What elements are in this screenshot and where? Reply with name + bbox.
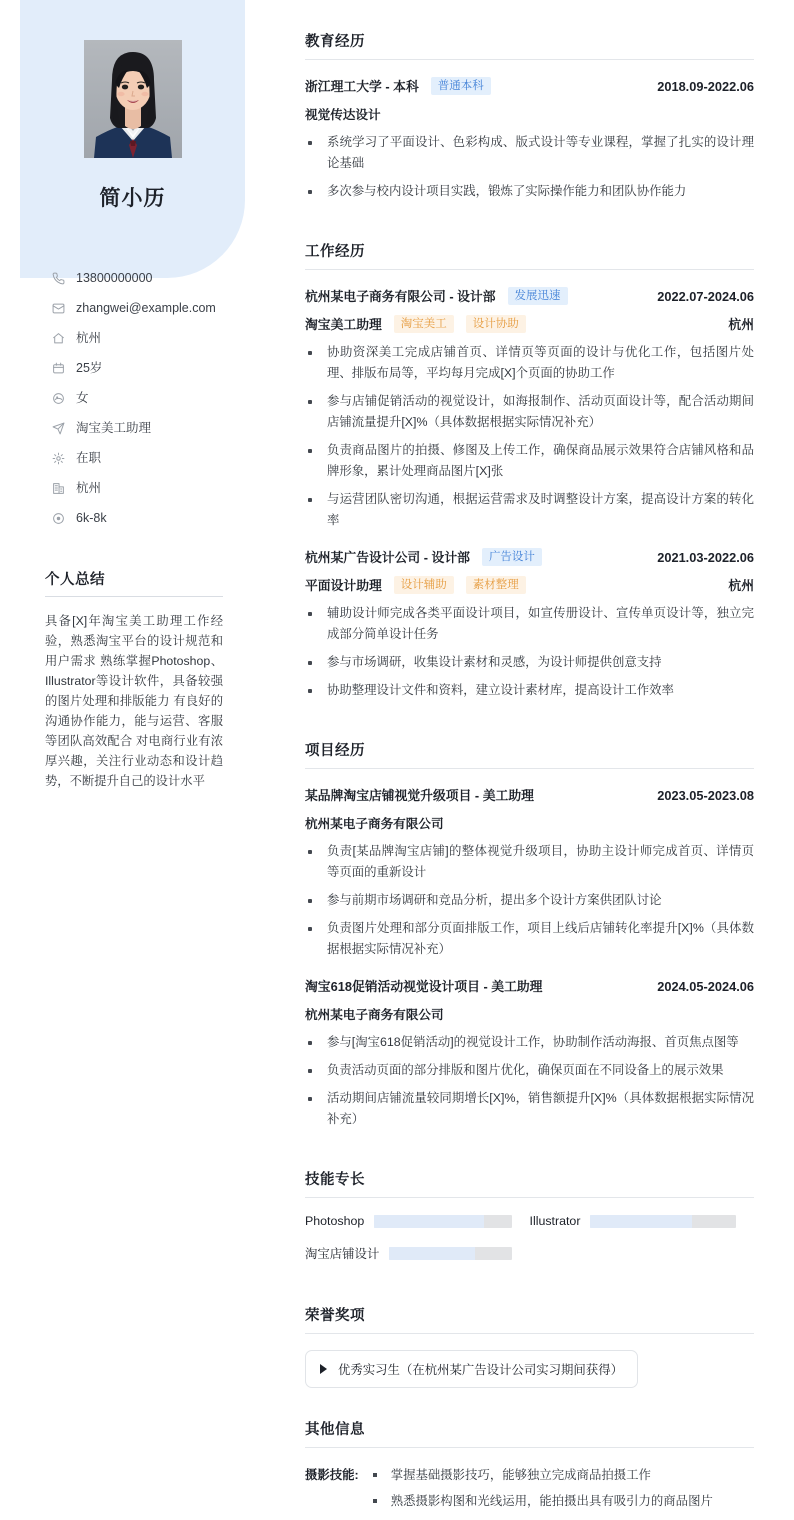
person-name: 简小历	[99, 187, 166, 210]
contact-value-gender: 女	[76, 391, 89, 405]
contact-value-work-city: 杭州	[76, 481, 102, 495]
section-honors	[305, 1304, 754, 1392]
work-heading: 工作经历	[305, 240, 754, 270]
spacer	[305, 218, 754, 240]
work-entry	[305, 547, 754, 701]
gender-icon	[50, 390, 66, 406]
project-title: 某品牌淘宝店铺视觉升级项目 - 美工助理	[305, 788, 534, 803]
education-bullets	[305, 132, 754, 202]
list-item: 参与前期市场调研和竞品分析，提出多个设计方案供团队讨论	[305, 890, 754, 911]
list-item: 与运营团队密切沟通，根据运营需求及时调整设计方案，提高设计方案的转化率	[305, 489, 754, 531]
list-item: 负责商品图片的拍摄、修图及上传工作，确保商品展示效果符合店铺风格和品牌形象，累计处理商品图片[X]张	[305, 440, 754, 482]
spacer	[305, 717, 754, 739]
contact-value-position: 淘宝美工助理	[76, 421, 152, 435]
work-company-tag: 发展迅速	[508, 287, 568, 305]
contact-item-age	[50, 360, 285, 376]
work-entry-left	[305, 547, 542, 566]
honor-text: 优秀实习生（在杭州某广告设计公司实习期间获得）	[338, 1363, 623, 1377]
skills-heading: 技能专长	[305, 1168, 754, 1198]
contact-item-work-city	[50, 480, 285, 496]
contact-list	[0, 270, 285, 526]
section-work	[305, 240, 754, 701]
list-item: 参与市场调研，收集设计素材和灵感，为设计师提供创意支持	[305, 652, 754, 673]
work-bullets	[305, 342, 754, 531]
paper-plane-icon	[50, 420, 66, 436]
work-place: 杭州	[728, 317, 754, 332]
triangle-right-icon	[320, 1364, 327, 1374]
skill-progress-fill	[389, 1247, 475, 1260]
project-entry-left	[305, 976, 542, 995]
project-entry	[305, 785, 754, 960]
contact-item-salary	[50, 510, 285, 526]
contact-value-location: 杭州	[76, 331, 102, 345]
project-company: 杭州某电子商务有限公司	[305, 817, 444, 831]
contact-value-salary: 6k-8k	[76, 511, 107, 525]
list-item: 协助资深美工完成店铺首页、详情页等页面的设计与优化工作，包括图片处理、排版布局等，平均每月完成[X]个页面的协助工作	[305, 342, 754, 384]
summary-heading: 个人总结	[45, 568, 223, 597]
section-education	[305, 30, 754, 202]
contact-item-position	[50, 420, 285, 436]
list-item: 负责活动页面的部分排版和图片优化，确保页面在不同设备上的展示效果	[305, 1060, 754, 1081]
summary-section	[0, 568, 223, 791]
work-role-row	[305, 575, 754, 594]
project-title: 淘宝618促销活动视觉设计项目 - 美工助理	[305, 979, 543, 994]
work-company-tag: 广告设计	[482, 548, 542, 566]
avatar-wrapper	[0, 0, 265, 158]
list-item: 负责图片处理和部分页面排版工作，项目上线后店铺转化率提升[X]%（具体数据根据实际情况补充）	[305, 918, 754, 960]
section-projects	[305, 739, 754, 1130]
project-entry-header	[305, 976, 754, 995]
education-school: 浙江理工大学 - 本科	[305, 79, 419, 94]
skill-label: Illustrator	[529, 1214, 581, 1228]
spacer	[305, 1146, 754, 1168]
work-role-tag-2: 素材整理	[466, 576, 526, 594]
contact-item-status	[50, 450, 285, 466]
spacer	[305, 1396, 754, 1418]
education-major: 视觉传达设计	[305, 108, 381, 122]
project-date: 2024.05-2024.06	[657, 979, 754, 994]
project-bullets	[305, 841, 754, 960]
list-item: 系统学习了平面设计、色彩构成、版式设计等专业课程，掌握了扎实的设计理论基础	[305, 132, 754, 174]
work-entry	[305, 286, 754, 531]
contact-value-email: zhangwei@example.com	[76, 301, 216, 315]
education-tag: 普通本科	[431, 77, 491, 95]
contact-value-age: 25岁	[76, 361, 103, 375]
section-other	[305, 1418, 754, 1516]
skill-progress-bar	[590, 1215, 736, 1228]
contact-value-status: 在职	[76, 451, 102, 465]
honors-heading: 荣誉奖项	[305, 1304, 754, 1334]
projects-heading: 项目经历	[305, 739, 754, 769]
work-company: 杭州某广告设计公司 - 设计部	[305, 550, 470, 565]
sidebar	[0, 0, 285, 1342]
contact-item-email	[50, 300, 285, 316]
work-role-row	[305, 314, 754, 333]
work-role-tag-2: 设计协助	[466, 315, 526, 333]
work-role-left	[305, 314, 526, 333]
id-card-icon	[50, 360, 66, 376]
work-role: 平面设计助理	[305, 578, 382, 593]
work-role-left	[305, 575, 526, 594]
skill-item	[305, 1244, 530, 1262]
other-group-list	[369, 1464, 754, 1516]
contact-item-phone	[50, 270, 285, 286]
gear-icon	[50, 450, 66, 466]
other-heading: 其他信息	[305, 1418, 754, 1448]
portrait-photo-icon	[84, 40, 182, 158]
envelope-icon	[50, 300, 66, 316]
work-date: 2021.03-2022.06	[657, 550, 754, 565]
list-item: 辅助设计师完成各类平面设计项目，如宣传册设计、宣传单页设计等，独立完成部分简单设计任务	[305, 603, 754, 645]
other-group-label: 摄影技能:	[305, 1468, 359, 1482]
skill-progress-fill	[374, 1215, 484, 1228]
work-role-tag-1: 设计辅助	[394, 576, 454, 594]
project-company: 杭州某电子商务有限公司	[305, 1008, 444, 1022]
list-item: 参与店铺促销活动的视觉设计，如海报制作、活动页面设计等，配合活动期间店铺流量提升[X]%（具体数据根据实际情况补充）	[305, 391, 754, 433]
project-bullets	[305, 1032, 754, 1130]
education-entry-left	[305, 76, 491, 95]
education-entry	[305, 76, 754, 202]
list-item: 掌握基础摄影技巧，能够独立完成商品拍摄工作	[369, 1464, 754, 1486]
project-entry	[305, 976, 754, 1130]
main-content	[285, 0, 794, 1520]
project-entry-left	[305, 785, 534, 804]
list-item: 参与[淘宝618促销活动]的视觉设计工作，协助制作活动海报、首页焦点图等	[305, 1032, 754, 1053]
skill-label: Photoshop	[305, 1214, 365, 1228]
spacer	[305, 1282, 754, 1304]
list-item: 协助整理设计文件和资料，建立设计素材库，提高设计工作效率	[305, 680, 754, 701]
work-entry-header	[305, 286, 754, 305]
work-company: 杭州某电子商务有限公司 - 设计部	[305, 289, 496, 304]
skill-item	[530, 1214, 755, 1228]
home-icon	[50, 330, 66, 346]
phone-icon	[50, 270, 66, 286]
skill-item	[305, 1214, 530, 1228]
skill-progress-bar	[389, 1247, 511, 1260]
skill-label: 淘宝店铺设计	[305, 1247, 380, 1261]
list-item: 多次参与校内设计项目实践，锻炼了实际操作能力和团队协作能力	[305, 181, 754, 202]
skill-progress-fill	[590, 1215, 692, 1228]
work-role-tag-1: 淘宝美工	[394, 315, 454, 333]
work-bullets	[305, 603, 754, 701]
list-item: 活动期间店铺流量较同期增长[X]%，销售额提升[X]%（具体数据根据实际情况补充）	[305, 1088, 754, 1130]
building-icon	[50, 480, 66, 496]
other-group	[305, 1464, 754, 1516]
education-date: 2018.09-2022.06	[657, 79, 754, 94]
education-entry-header	[305, 76, 754, 95]
work-date: 2022.07-2024.06	[657, 289, 754, 304]
avatar	[84, 40, 182, 158]
contact-value-phone: 13800000000	[76, 271, 153, 285]
section-skills	[305, 1168, 754, 1278]
education-heading: 教育经历	[305, 30, 754, 60]
list-item: 负责[某品牌淘宝店铺]的整体视觉升级项目，协助主设计师完成首页、详情页等页面的重新设计	[305, 841, 754, 883]
work-role: 淘宝美工助理	[305, 317, 382, 332]
skills-grid	[305, 1214, 754, 1278]
contact-item-location	[50, 330, 285, 346]
project-entry-header	[305, 785, 754, 804]
project-date: 2023.05-2023.08	[657, 788, 754, 803]
work-place: 杭州	[728, 578, 754, 593]
contact-item-gender	[50, 390, 285, 406]
honor-item[interactable]	[305, 1350, 638, 1388]
work-entry-left	[305, 286, 568, 305]
summary-text: 具备[X]年淘宝美工助理工作经验，熟悉淘宝平台的设计规范和用户需求 熟练掌握Photoshop、Illustrator等设计软件，具备较强的图片处理和排版能力 有良好的沟通协作能力，能与运营、客服等团队高效配合 对电商行业有浓厚兴趣，关注行业动态和设计趋势，不断提升自己的设计水平	[45, 614, 223, 788]
list-item: 熟悉摄影构图和光线运用，能拍摄出具有吸引力的商品图片	[369, 1490, 754, 1512]
skill-progress-bar	[374, 1215, 511, 1228]
salary-icon	[50, 510, 66, 526]
work-entry-header	[305, 547, 754, 566]
